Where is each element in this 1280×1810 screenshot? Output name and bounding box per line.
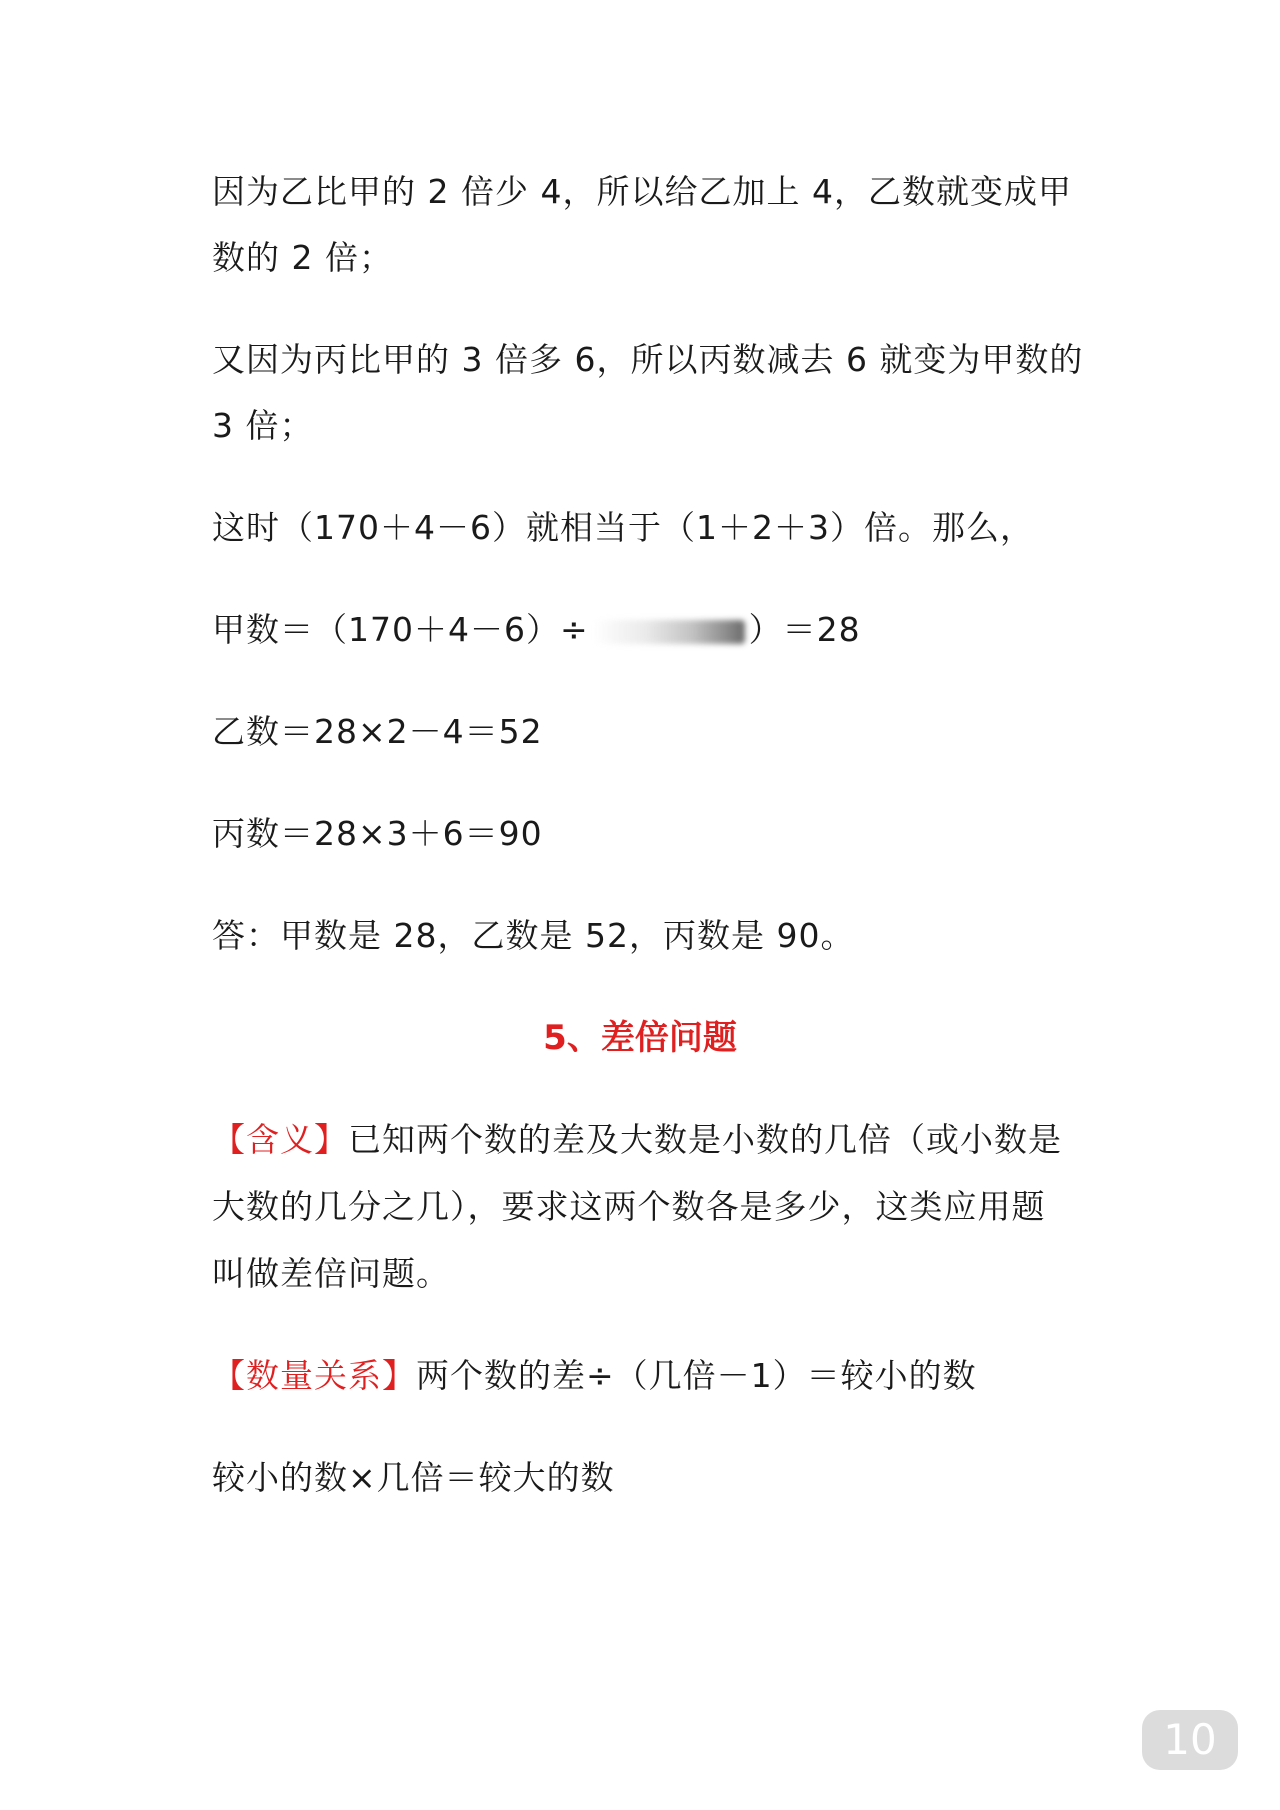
equation-jia: [212, 610, 861, 650]
meaning-line: [212, 1120, 1062, 1160]
relation-line: 较小的数×几倍＝较大的数: [212, 1458, 615, 1497]
paragraph-line: 数的 2 倍；: [212, 238, 393, 277]
paragraph-line: 又因为丙比甲的 3 倍多 6，所以丙数减去 6 就变为甲数的: [212, 340, 1084, 379]
meaning-line: 叫做差倍问题。: [212, 1254, 450, 1293]
blurred-region: [593, 620, 745, 644]
page-number-badge: 10: [1142, 1710, 1238, 1770]
relation-label: 【数量关系】: [212, 1356, 416, 1395]
relation-text: 两个数的差÷（几倍－1）＝较小的数: [416, 1356, 977, 1395]
equation-jia-after: ）＝28: [748, 610, 861, 649]
meaning-label: 【含义】: [212, 1120, 348, 1159]
meaning-text: 已知两个数的差及大数是小数的几倍（或小数是: [348, 1120, 1062, 1159]
meaning-line: 大数的几分之几），要求这两个数各是多少，这类应用题: [212, 1187, 1046, 1226]
paragraph-line: 3 倍；: [212, 406, 314, 445]
equation-yi: 乙数＝28×2－4＝52: [212, 712, 543, 751]
answer-line: 答：甲数是 28，乙数是 52，丙数是 90。: [212, 916, 855, 955]
relation-line: [212, 1356, 977, 1396]
equation-bing: 丙数＝28×3＋6＝90: [212, 814, 543, 853]
section-heading: 5、差倍问题: [543, 1018, 737, 1058]
equation-jia-before: 甲数＝（170＋4－6）÷: [212, 610, 589, 649]
paragraph-line: 因为乙比甲的 2 倍少 4，所以给乙加上 4，乙数就变成甲: [212, 172, 1072, 211]
paragraph-line: 这时（170＋4－6）就相当于（1＋2＋3）倍。那么，: [212, 508, 1034, 547]
